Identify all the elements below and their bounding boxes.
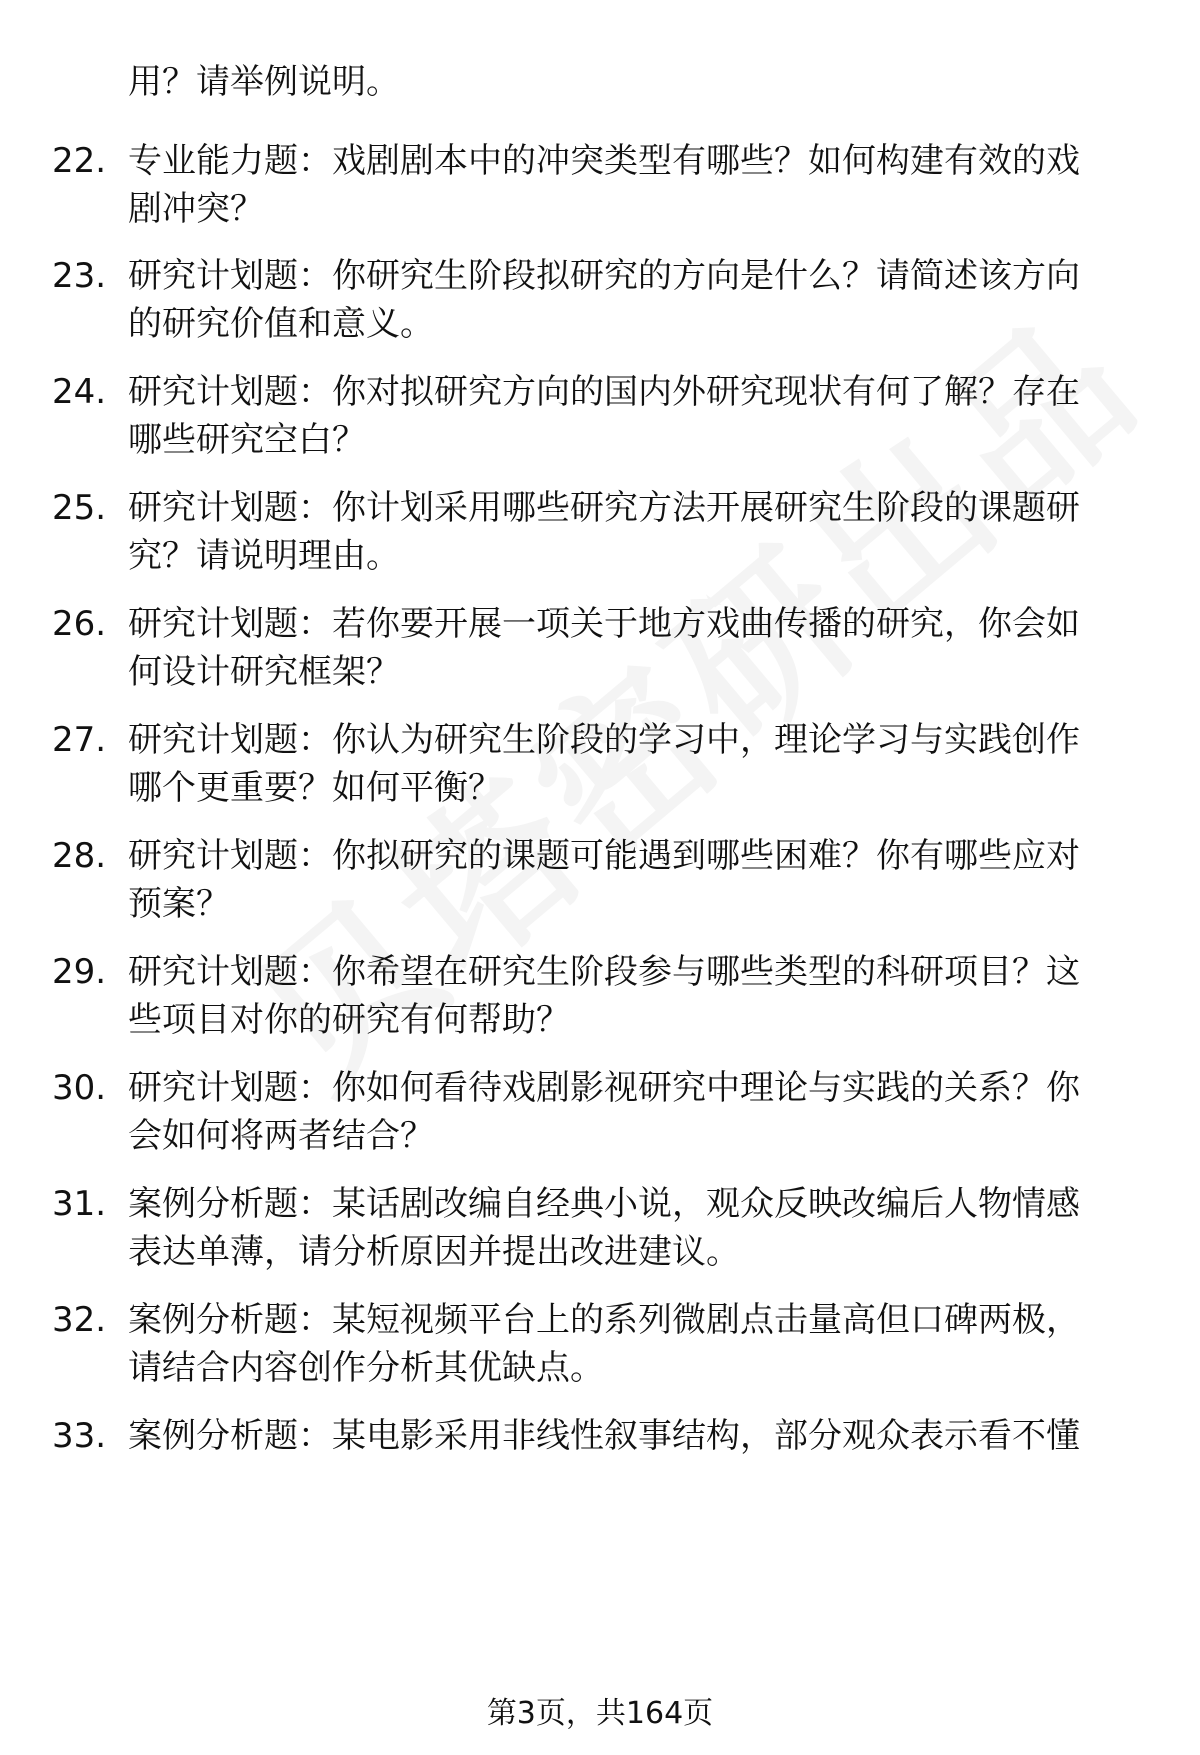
item-text-line-1: 研究计划题：你希望在研究生阶段参与哪些类型的科研项目？这 [128, 952, 1080, 992]
item-number: 33. [52, 1416, 107, 1456]
item-text-line-2: 预案？ [128, 884, 230, 924]
item-text-line-1: 研究计划题：你对拟研究方向的国内外研究现状有何了解？存在 [128, 372, 1080, 412]
item-number: 22. [52, 141, 107, 181]
item-number: 31. [52, 1184, 107, 1224]
item-text-line-1: 研究计划题：你拟研究的课题可能遇到哪些困难？你有哪些应对 [128, 836, 1080, 876]
item-text-line-2: 些项目对你的研究有何帮助？ [128, 1000, 570, 1040]
item-text-line-2: 究？请说明理由。 [128, 536, 400, 576]
item-number: 24. [52, 372, 107, 412]
item-text-line-1: 案例分析题：某电影采用非线性叙事结构，部分观众表示看不懂 [128, 1416, 1080, 1456]
item-text-line-1: 专业能力题：戏剧剧本中的冲突类型有哪些？如何构建有效的戏 [128, 141, 1080, 181]
item-text-line-1: 案例分析题：某话剧改编自经典小说，观众反映改编后人物情感 [128, 1184, 1080, 1224]
item-text-line-1: 研究计划题：你如何看待戏剧影视研究中理论与实践的关系？你 [128, 1068, 1080, 1108]
item-number: 25. [52, 488, 107, 528]
item-text-line-2: 会如何将两者结合？ [128, 1116, 434, 1156]
item-number: 29. [52, 952, 107, 992]
item-text-line-2: 的研究价值和意义。 [128, 304, 434, 344]
item-text-line-2: 表达单薄，请分析原因并提出改进建议。 [128, 1232, 740, 1272]
item-number: 32. [52, 1300, 107, 1340]
item-number: 28. [52, 836, 107, 876]
item-text-line-2: 哪个更重要？如何平衡？ [128, 768, 502, 808]
item-text-line-2: 剧冲突？ [128, 189, 264, 229]
item-text-line-1: 研究计划题：你认为研究生阶段的学习中，理论学习与实践创作 [128, 720, 1080, 760]
item-text-line-1: 研究计划题：若你要开展一项关于地方戏曲传播的研究，你会如 [128, 604, 1080, 644]
item-text-line-1: 研究计划题：你研究生阶段拟研究的方向是什么？请简述该方向 [128, 256, 1080, 296]
item-number: 30. [52, 1068, 107, 1108]
item-text-line-2: 何设计研究框架？ [128, 652, 400, 692]
item-text-line-2: 请结合内容创作分析其优缺点。 [128, 1348, 604, 1388]
item-number: 26. [52, 604, 107, 644]
item-text-line-1: 案例分析题：某短视频平台上的系列微剧点击量高但口碑两极， [128, 1300, 1080, 1340]
item-number: 27. [52, 720, 107, 760]
page-footer: 第3页，共164页 [486, 1696, 714, 1731]
item-text-line-1: 研究计划题：你计划采用哪些研究方法开展研究生阶段的课题研 [128, 488, 1080, 528]
continued-text: 用？请举例说明。 [128, 62, 400, 102]
item-number: 23. [52, 256, 107, 296]
item-text-line-2: 哪些研究空白？ [128, 420, 366, 460]
